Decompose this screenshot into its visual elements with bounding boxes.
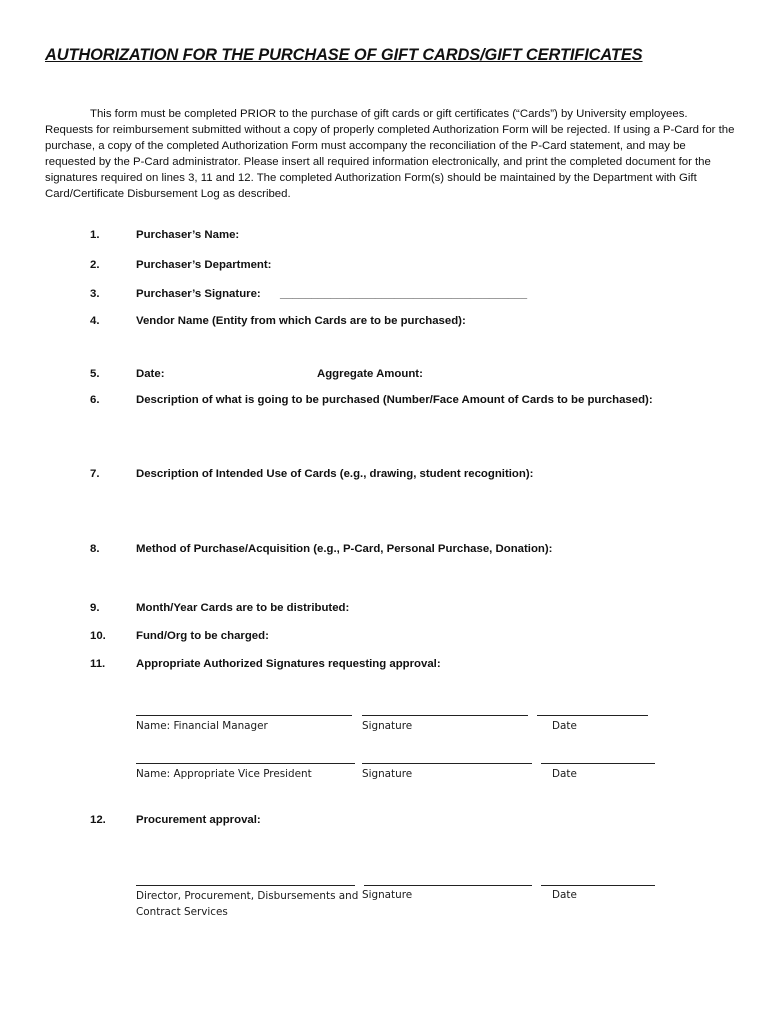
item-label: Procurement approval: <box>136 814 261 826</box>
date-caption: Date <box>552 768 577 780</box>
item-label: Appropriate Authorized Signatures requesting approval: <box>136 658 441 670</box>
signature-line[interactable] <box>362 763 532 764</box>
item-number: 4. <box>90 315 100 327</box>
date-caption: Date <box>552 889 577 901</box>
item-number: 5. <box>90 368 100 380</box>
date-line[interactable] <box>537 715 648 716</box>
date-line[interactable] <box>541 885 655 886</box>
signature-line: _______________________________________ <box>280 288 528 300</box>
item-label: Month/Year Cards are to be distributed: <box>136 602 350 614</box>
date-caption: Date <box>552 720 577 732</box>
name-caption: Director, Procurement, Disbursements and Contract Services <box>136 890 359 918</box>
item-number: 9. <box>90 602 100 614</box>
item-label: Method of Purchase/Acquisition (e.g., P-Card, Personal Purchase, Donation): <box>136 543 553 555</box>
date-line[interactable] <box>541 763 655 764</box>
item-label: Date: <box>136 368 165 380</box>
item-label: Vendor Name (Entity from which Cards are to be purchased): <box>136 315 466 327</box>
item-number: 11. <box>90 658 106 670</box>
item-label: Description of Intended Use of Cards (e.g., drawing, student recognition): <box>136 468 534 480</box>
signature-line[interactable] <box>362 715 528 716</box>
aggregate-amount-label: Aggregate Amount: <box>317 368 423 380</box>
item-number: 3. <box>90 288 100 300</box>
signature-line[interactable] <box>364 885 532 886</box>
item-number: 10. <box>90 630 106 642</box>
item-label: Fund/Org to be charged: <box>136 630 269 642</box>
item-number: 1. <box>90 229 100 241</box>
name-line[interactable] <box>136 715 352 716</box>
name-caption: Name: Appropriate Vice President <box>136 768 312 780</box>
name-line[interactable] <box>136 885 355 886</box>
signature-caption: Signature <box>362 768 413 780</box>
instructions-paragraph: This form must be completed PRIOR to the purchase of gift cards or gift certificates (“Cards”) by University employees. Requests for reimbursement submitted without a copy of properly completed Authorization Form will be rejected. If using a P-Card for the purchase, a copy of the completed Authorization Form must accompany the reconciliation of the P-Card statement, and may be requested by the P-Card administrator. Please insert all required information electronically, and print the completed document for the signatures required on lines 3, 11 and 12. The completed Authorization Form(s) should be maintained by the Department with Gift Card/Certificate Disbursement Log as described. <box>45 108 735 201</box>
item-number: 7. <box>90 468 100 480</box>
form-title: AUTHORIZATION FOR THE PURCHASE OF GIFT CARDS/GIFT CERTIFICATES <box>45 46 643 64</box>
signature-caption: Signature <box>362 889 413 901</box>
name-line[interactable] <box>136 763 355 764</box>
item-number: 12. <box>90 814 106 826</box>
item-label: Description of what is going to be purchased (Number/Face Amount of Cards to be purchased): <box>136 394 653 406</box>
item-label: Purchaser’s Name: <box>136 229 240 241</box>
item-number: 6. <box>90 394 100 406</box>
item-label: Purchaser’s Department: <box>136 259 272 271</box>
item-number: 2. <box>90 259 100 271</box>
name-caption: Name: Financial Manager <box>136 720 268 732</box>
signature-caption: Signature <box>362 720 413 732</box>
item-label: Purchaser’s Signature: <box>136 288 261 300</box>
item-number: 8. <box>90 543 100 555</box>
